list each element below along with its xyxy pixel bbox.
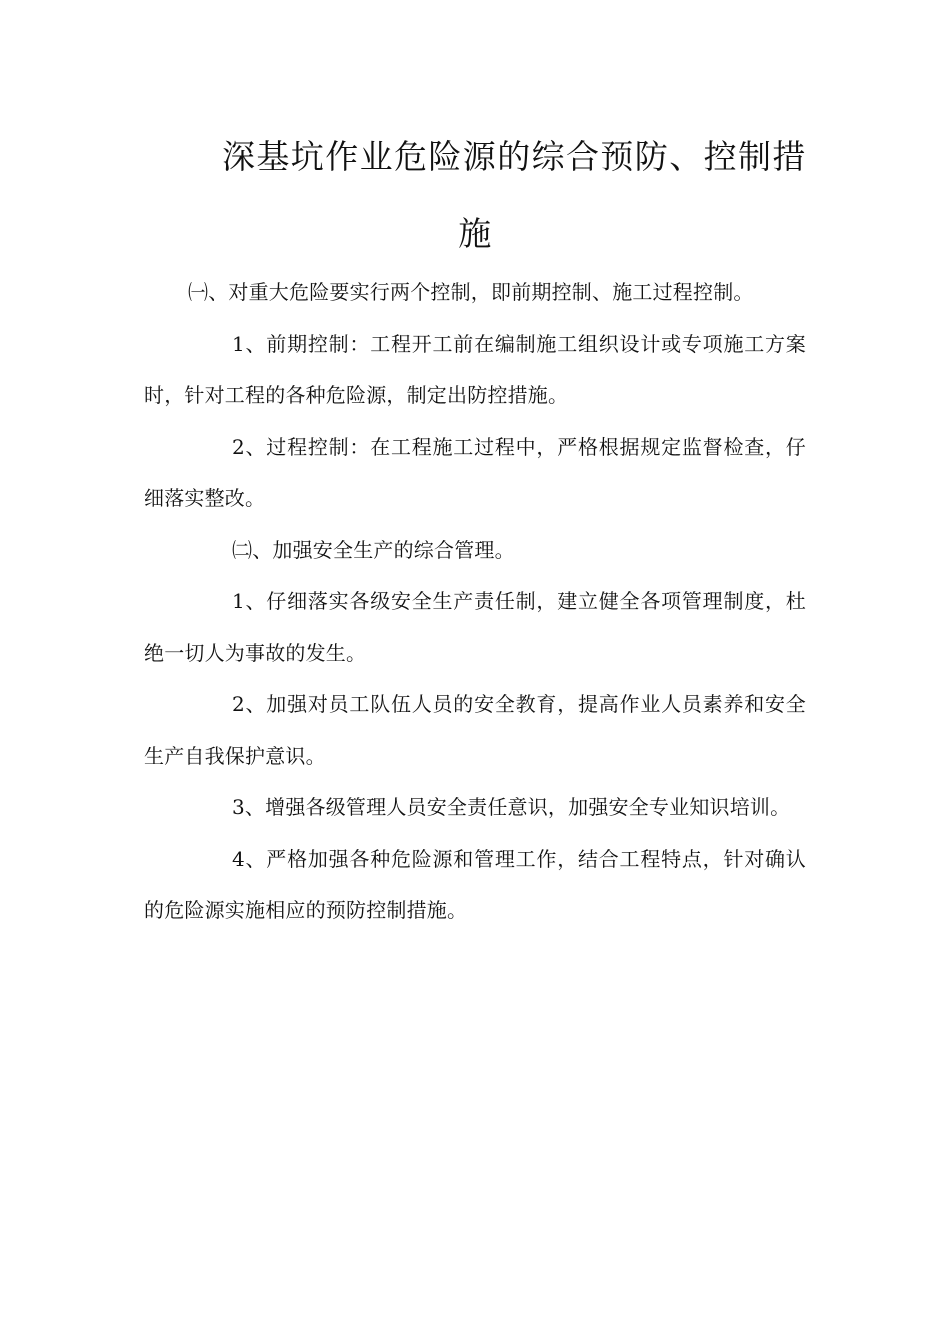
paragraph-item-2-4: 4、严格加强各种危险源和管理工作，结合工程特点，针对确认的危险源实施相应的预防控制措施。 bbox=[144, 846, 806, 922]
paragraph-section-2: ㈡、加强安全生产的综合管理。 bbox=[232, 537, 515, 562]
paragraph-item-2-3: 3、增强各级管理人员安全责任意识，加强安全专业知识培训。 bbox=[232, 795, 791, 819]
paragraph-section-1: ㈠、对重大危险要实行两个控制，即前期控制、施工过程控制。 bbox=[188, 280, 754, 304]
paragraph-item-2-1: 1、仔细落实各级安全生产责任制，建立健全各项管理制度，杜绝一切人为事故的发生。 bbox=[144, 589, 806, 665]
document-body bbox=[144, 267, 806, 937]
paragraph-item-2-2: 2、加强对员工队伍人员的安全教育，提高作业人员素养和安全生产自我保护意识。 bbox=[144, 692, 806, 768]
document-title: 深基坑作业危险源的综合预防、控制措施 bbox=[222, 137, 806, 253]
paragraph-item-1-2: 2、过程控制：在工程施工过程中，严格根据规定监督检查，仔细落实整改。 bbox=[144, 434, 806, 510]
paragraph-item-1-1: 1、前期控制：工程开工前在编制施工组织设计或专项施工方案时，针对工程的各种危险源，制定出防控措施。 bbox=[144, 331, 806, 407]
